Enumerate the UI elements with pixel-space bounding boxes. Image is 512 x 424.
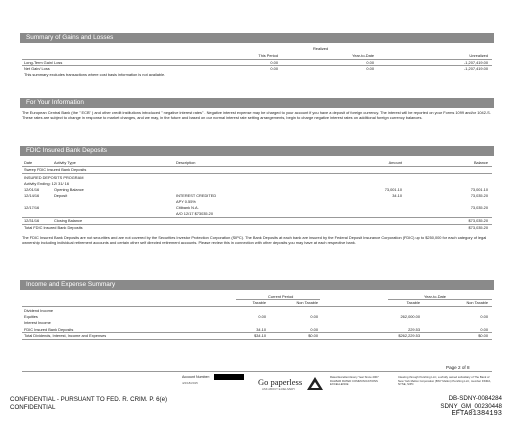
equities-ytd-non-taxable: 0.00 xyxy=(480,314,488,319)
income-section-header xyxy=(20,280,494,290)
row-date: 12/14/16 xyxy=(24,193,40,198)
row-desc: INTEREST CREDITED xyxy=(176,193,217,198)
col-cp-taxable: Taxable xyxy=(252,300,266,305)
row-balance: 73,001.10 xyxy=(470,187,488,192)
total-cp-non-taxable: $0.00 xyxy=(308,333,318,338)
fdic-total-label: Total FDIC Insured Bank Deposits xyxy=(24,225,83,230)
info-text: The European Central Bank (the " ECB" ) and other credit institutions introduced " negative interest rates" . Negative interest expense may be charged to your account if you have a deposit of foreign currency. The interest will be reported on your Forms 1099 and/or 1042-S. These rates are subject to change in response to market changes, and we may, in the future and based on our normal interest rate setting arrangements, begin to charge negative interest rates on additional foreign currency balances. xyxy=(22,110,491,121)
confidential-line-1: CONFIDENTIAL - PURSUANT TO FED. R. CRIM. P. 6(e) xyxy=(10,396,168,403)
fdic-ytd-non-taxable: 0.00 xyxy=(480,327,488,332)
confidential-line-2: CONFIDENTIAL xyxy=(10,404,56,411)
award-text: Rated Excellent Every Year Since 2007 DALBAR RATED COMMUNICATIONS EXCELLENCE xyxy=(330,375,379,387)
income-total-rule xyxy=(22,339,492,340)
col-description: Description xyxy=(176,160,196,165)
income-total-label: Total Dividends, Interest, Income and Expenses xyxy=(24,333,107,338)
program-label: INSURED DEPOSITS PROGRAM xyxy=(24,175,84,180)
row-date: 12/31/16 xyxy=(24,218,40,223)
gains-section-header xyxy=(20,33,494,43)
bates-id-2: SDNY_GM_00230448 xyxy=(440,403,502,410)
row-desc: APY 0.55% xyxy=(176,199,196,204)
col-amount: Amount xyxy=(388,160,402,165)
fdic-ytd-taxable: 229.53 xyxy=(408,327,420,332)
col-ytd: Year-to-Date xyxy=(352,53,374,58)
activity-ending: Activity Ending: 12/ 31/ 16 xyxy=(24,181,69,186)
fdic-income-label: FDIC Insured Bank Deposits xyxy=(24,327,74,332)
gains-row-unrealized: -1,207,419.00 xyxy=(463,66,488,71)
total-ytd-non-taxable: $0.00 xyxy=(478,333,488,338)
equities-cp-taxable: 0.00 xyxy=(258,314,266,319)
gains-row-this-period: 0.00 xyxy=(270,66,278,71)
sweep-label: Sweep FDIC Insured Bank Deposits xyxy=(24,167,87,172)
row-type: Deposit xyxy=(54,193,68,198)
col-balance: Balance xyxy=(473,160,488,165)
gains-note: This summary excludes transactions where cost basis information is not available. xyxy=(24,72,166,77)
interest-income-label: Interest Income xyxy=(24,320,51,325)
info-title: For Your Information xyxy=(26,99,84,106)
col-ytd-non-taxable: Non Taxable xyxy=(466,300,488,305)
row-type: Closing Balance xyxy=(54,218,83,223)
row-date: 12/17/16 xyxy=(24,205,40,210)
row-balance: $73,035.20 xyxy=(468,218,488,223)
redaction-bar xyxy=(214,374,244,380)
gains-row-this-period: 0.00 xyxy=(270,60,278,65)
fdic-cp-non-taxable: 0.00 xyxy=(310,327,318,332)
page-number: Page 2 of 8 xyxy=(446,365,470,370)
row-amount: 34.10 xyxy=(392,193,402,198)
col-cp-non-taxable: Non Taxable xyxy=(296,300,318,305)
fdic-sweep-rule xyxy=(22,173,492,174)
row-desc: Citibank N.A. xyxy=(176,205,199,210)
gains-row-ytd: 0.00 xyxy=(366,66,374,71)
realized-group-label: Realized xyxy=(313,46,329,51)
gains-row-label: Net Gain/ Loss xyxy=(24,66,50,71)
info-section-header xyxy=(20,98,494,108)
bates-id-1: DB-SDNY-0084284 xyxy=(448,395,502,402)
fdic-total-value: $73,035.20 xyxy=(468,225,488,230)
income-header-rule xyxy=(22,306,492,307)
row-amount: 73,001.10 xyxy=(384,187,402,192)
row-type: Opening Balance xyxy=(54,187,84,192)
equities-ytd-taxable: 262,000.00 xyxy=(400,314,420,319)
col-date: Date xyxy=(24,160,33,165)
dividend-income-label: Dividend Income xyxy=(24,308,53,313)
fdic-section-header xyxy=(20,146,494,156)
col-this-period: This Period xyxy=(258,53,278,58)
bates-id-3: EFTA01384193 xyxy=(451,410,502,418)
fdic-title: FDIC Insured Bank Deposits xyxy=(26,147,107,154)
go-paperless-logo: Go paperless xyxy=(258,377,303,387)
fdic-note: The FDIC Insured Bank Deposits are not securities and are not covered by the Securities Investor Protection Corporation (SIPC). The Bank Deposits at each bank are insured by the Federal Deposit Insurance Corporation (FDIC) up to $250,000 for each category of legal ownership including individual retirement accounts and certain other self directed retirement accounts. Please review this in connection with other deposits you may have at each respective bank. xyxy=(22,235,487,246)
award-icon xyxy=(305,376,325,392)
row-balance: 73,035.20 xyxy=(470,205,488,210)
gains-row-ytd: 0.00 xyxy=(366,60,374,65)
total-ytd-taxable: $262,229.53 xyxy=(398,333,420,338)
ytd-group: Year-to-Date xyxy=(424,294,446,299)
clearing-text: Clearing through Pershing LLC, a wholly owned subsidiary of The Bank of New York Mellon Corporation (BNY Mellon) Pershing LLC, member FINRA, NYSE, SIPC xyxy=(398,375,492,387)
col-ytd-taxable: Taxable xyxy=(406,300,420,305)
fdic-closing-rule xyxy=(22,224,492,225)
equities-cp-non-taxable: 0.00 xyxy=(310,314,318,319)
current-period-group: Current Period xyxy=(268,294,294,299)
fdic-cp-taxable: 34.10 xyxy=(256,327,266,332)
go-paperless-sub: ASK ABOUT E-DELIVERY xyxy=(262,387,296,391)
account-number-label: Account Number: xyxy=(182,375,210,379)
fdic-header-rule xyxy=(22,166,492,167)
row-balance: 73,035.20 xyxy=(470,193,488,198)
gains-row-label: Long-Term Gain/ Loss xyxy=(24,60,63,65)
gains-row-unrealized: -1,207,419.00 xyxy=(463,60,488,65)
income-title: Income and Expense Summary xyxy=(26,281,116,288)
fdic-rows-rule xyxy=(22,217,492,218)
row-date: 12/01/16 xyxy=(24,187,40,192)
date-code: 4/2/18/2015 xyxy=(182,381,198,385)
col-unrealized: Unrealized xyxy=(469,53,488,58)
equities-label: Equities xyxy=(24,314,38,319)
page-footer-rule xyxy=(22,371,492,372)
gains-title: Summary of Gains and Losses xyxy=(26,34,114,41)
row-desc: A/O 12/17 $73035.20 xyxy=(176,211,213,216)
total-cp-taxable: $34.10 xyxy=(254,333,266,338)
col-activity: Activity Type xyxy=(54,160,76,165)
